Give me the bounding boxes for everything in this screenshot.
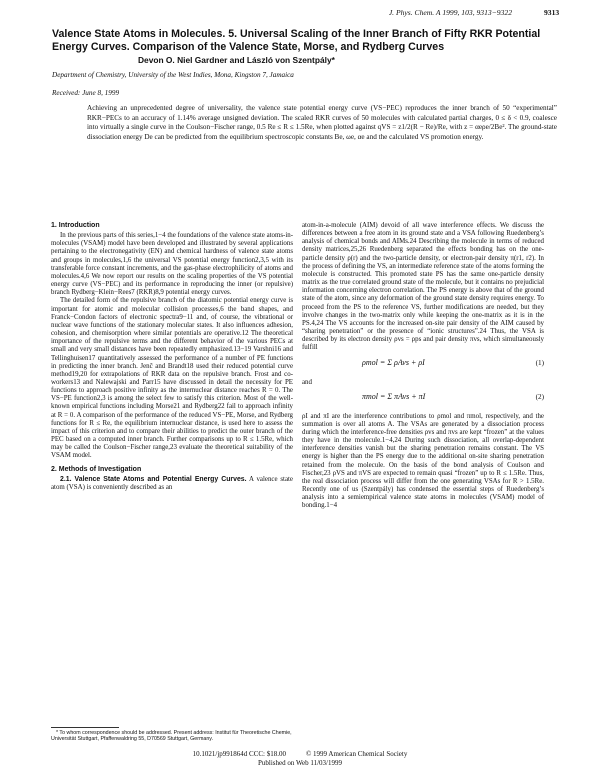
equation-1-expression: ρmol = Σ ρAvs + ρI — [362, 357, 425, 367]
correspondence-footnote: * To whom correspondence should be addressed. Present address: Institut für Theoretische Chemie, Universität Stuttgart, Pfaffenwaldring 55, D70569 Stuttgart, Germany. — [51, 730, 292, 743]
equation-2 — [302, 391, 544, 409]
page-number: 9313 — [544, 8, 560, 17]
intro-paragraph-2: The detailed form of the repulsive branch of the diatomic potential energy curve is important for atomic and molecular collision processes,6 the band shapes, and Franck−Condon factors of electronic spectra9−11 and, of course, the vibrational or nuclear wave functions of the stationary molecular states. It also influences adhesion, cohesion, and chemisorption where similar potentials are operative.12 The theoretical importance of the repulsive terms and the different behavior of the various PECs at small and very small distances have been repeatedly emphasized.13−19 Varshni16 and Tellinghuisen17 quantitatively assessed the performance of a number of PE functions in predicting the inner branch. Jenč and Brandt18 used their reduced potential curve method19,20 for extrapolations of RKR data on the repulsive branch. Frost and co-workers13 and Nalewajski and Parr15 have discussed in detail the necessity for PE functions to approach positive infinity as the internuclear distance reaches R = 0. The VS−PE function2,3 is among the select few to satisfy this criterion. Most of the well-known empirical functions including Morse21 and Rydberg22 fail to approach infinity at R = 0. A comparison of the performance of the reduced VS−PE, Morse, and Rydberg functions for R ≤ Re, the equilibrium internuclear distance, is used here to assess the impact of this criterion and to compare their abilities to predict the outer branch of the PEC based on a computed inner branch. Further comparisons up to R ≤ 1.5Re, which may be called the Coulson−Fischer range,23 evaluate the theoretical suitability of the VSAM model. — [51, 297, 293, 460]
received-date: Received: June 8, 1999 — [52, 89, 120, 97]
doi-copyright-line — [0, 750, 600, 758]
subsection-text: A valence state atom (VSA) is conveniently described as an — [51, 475, 293, 491]
right-paragraph-2: ρI and πI are the interference contributions to ρmol and πmol, respectively, and the summation is over all atoms A. The VSAs are generated by a dissociation process during which the interference-free densities ρvs and πvs are kept “frozen” at the values they have in the molecule.1−4,24 During such dissociation, all overlap-dependent interference densities vanish but the sharing penetration remains constant. The VS energy is higher than the PS energy due to the additional on-site sharing penetration retained from the molecule. On the basis of the bond analysis of Coulson and Fischer,23 ρVS and πVS are expected to remain quasi “frozen” up to R ≤ 1.5Re. Thus, the real dissociation process will differ from the one generating VSAs for R > 1.5Re. Recently one of us (Szentpály) has condensed the essential steps of Ruedenberg’s analysis into a semiempirical valence state atoms in molecules (VSAM) model of bonding.1−4 — [302, 412, 544, 510]
journal-citation: J. Phys. Chem. A 1999, 103, 9313−9322 — [388, 8, 512, 17]
equation-1-number: (1) — [535, 358, 544, 367]
right-paragraph-1: atom-in-a-molecule (AIM) devoid of all wave interference effects. We discuss the differences between a free atom in its ground state and a VSA following Ruedenberg’s analysis of chemical bonds and AIMs.24 Describing the molecule in terms of reduced density matrices,25,26 Ruedenberg separated the effects bonding has on the one-particle density ρ(r) and the two-particle density, or electron-pair density π(r1, r2). In the process of defining the VS, an intermediate reference state of the atoms forming the molecule is constructed. This promoted state PS has the same one-particle density matrix as the true correlated ground state of the molecule, but it contains no prejudicial information concerning electron correlation. The PS energy is above that of the ground state of the atom, since any deformation of the ground state density requires energy. To proceed from the PS to the reference VS, further modifications are needed, but they involve changes in the two-matrix only while keeping the one-matrix as it is in the PS.4,24 The VS accounts for the increased on-site pair density of the AIM caused by “sharing penetration” or the presence of “ionic structures”.24 Thus, the VSA is described by its electron density ρvs = ρps and pair density πvs, which simultaneously fulfill — [302, 222, 544, 352]
section-heading-methods: 2. Methods of Investigation — [51, 465, 142, 473]
paper-title: Valence State Atoms in Molecules. 5. Universal Scaling of the Inner Branch of Fifty RKR Potential Energy Curves. Comparison of the Valence State, Morse, and Rydberg Curves — [52, 28, 541, 53]
doi: 10.1021/jp991864d CCC: $18.00 — [192, 750, 286, 758]
footnote-divider — [51, 727, 119, 728]
abstract: Achieving an unprecedented degree of universality, the valence state potential energy curve (VS−PEC) reproduces the inner branch of 50 “experimental” RKR−PECs to an accuracy of 1.14% average unsigned deviation. The scaled RKR curves of 50 molecules with calculated partial charges, 0 ≤ δ < 0.9, coalesce into virtually a single curve in the Coulson−Fischer range, 0.5 Re ≤ R ≤ 1.5Re, when plotted against qVS = z1/2(R − Re)/Re, with z = αeρe/2Be². The ground-state dissociation energy De can be predicted from the equilibrium spectroscopic constants Be, ωe, αe and the calculated VS promotion energy. — [87, 104, 557, 141]
affiliation: Department of Chemistry, University of the West Indies, Mona, Kingston 7, Jamaica — [52, 71, 294, 79]
copyright: © 1999 American Chemical Society — [305, 750, 408, 758]
right-column — [302, 222, 544, 511]
authors: Devon O. Niel Gardner and László von Szentpály* — [138, 55, 335, 65]
subsection-heading: 2.1. Valence State Atoms and Potential Energy Curves. — [60, 475, 247, 483]
equation-2-number: (2) — [535, 392, 544, 401]
intro-paragraph-1: In the previous parts of this series,1−4 the foundations of the valence state atoms-in-molecules (VSAM) model have been developed and illustrated by several applications pertaining to the electronegativity (EN) and chemical hardness of valence state atoms and groups in molecules,1,6 the universal VS potential energy function2,3,5 with its transferable force constant increments, and the gas-phase electrophilicity of atoms and molecules.4,6 We now report our results on the scaling properties of the VS potential energy curve (VS−PEC) and its performance in reproducing the inner (or repulsive) branch Rydberg−Klein−Rees7 (RKR)8,9 potential energy curves. — [51, 232, 293, 297]
equation-2-expression: πmol = Σ πAvs + πI — [362, 391, 426, 401]
left-column — [51, 222, 293, 492]
equation-1 — [302, 357, 544, 375]
published-date: Published on Web 11/03/1999 — [257, 759, 343, 767]
section-heading-introduction: 1. Introduction — [51, 222, 100, 229]
equation-connector: and — [302, 378, 312, 386]
subsection-paragraph — [51, 476, 293, 492]
